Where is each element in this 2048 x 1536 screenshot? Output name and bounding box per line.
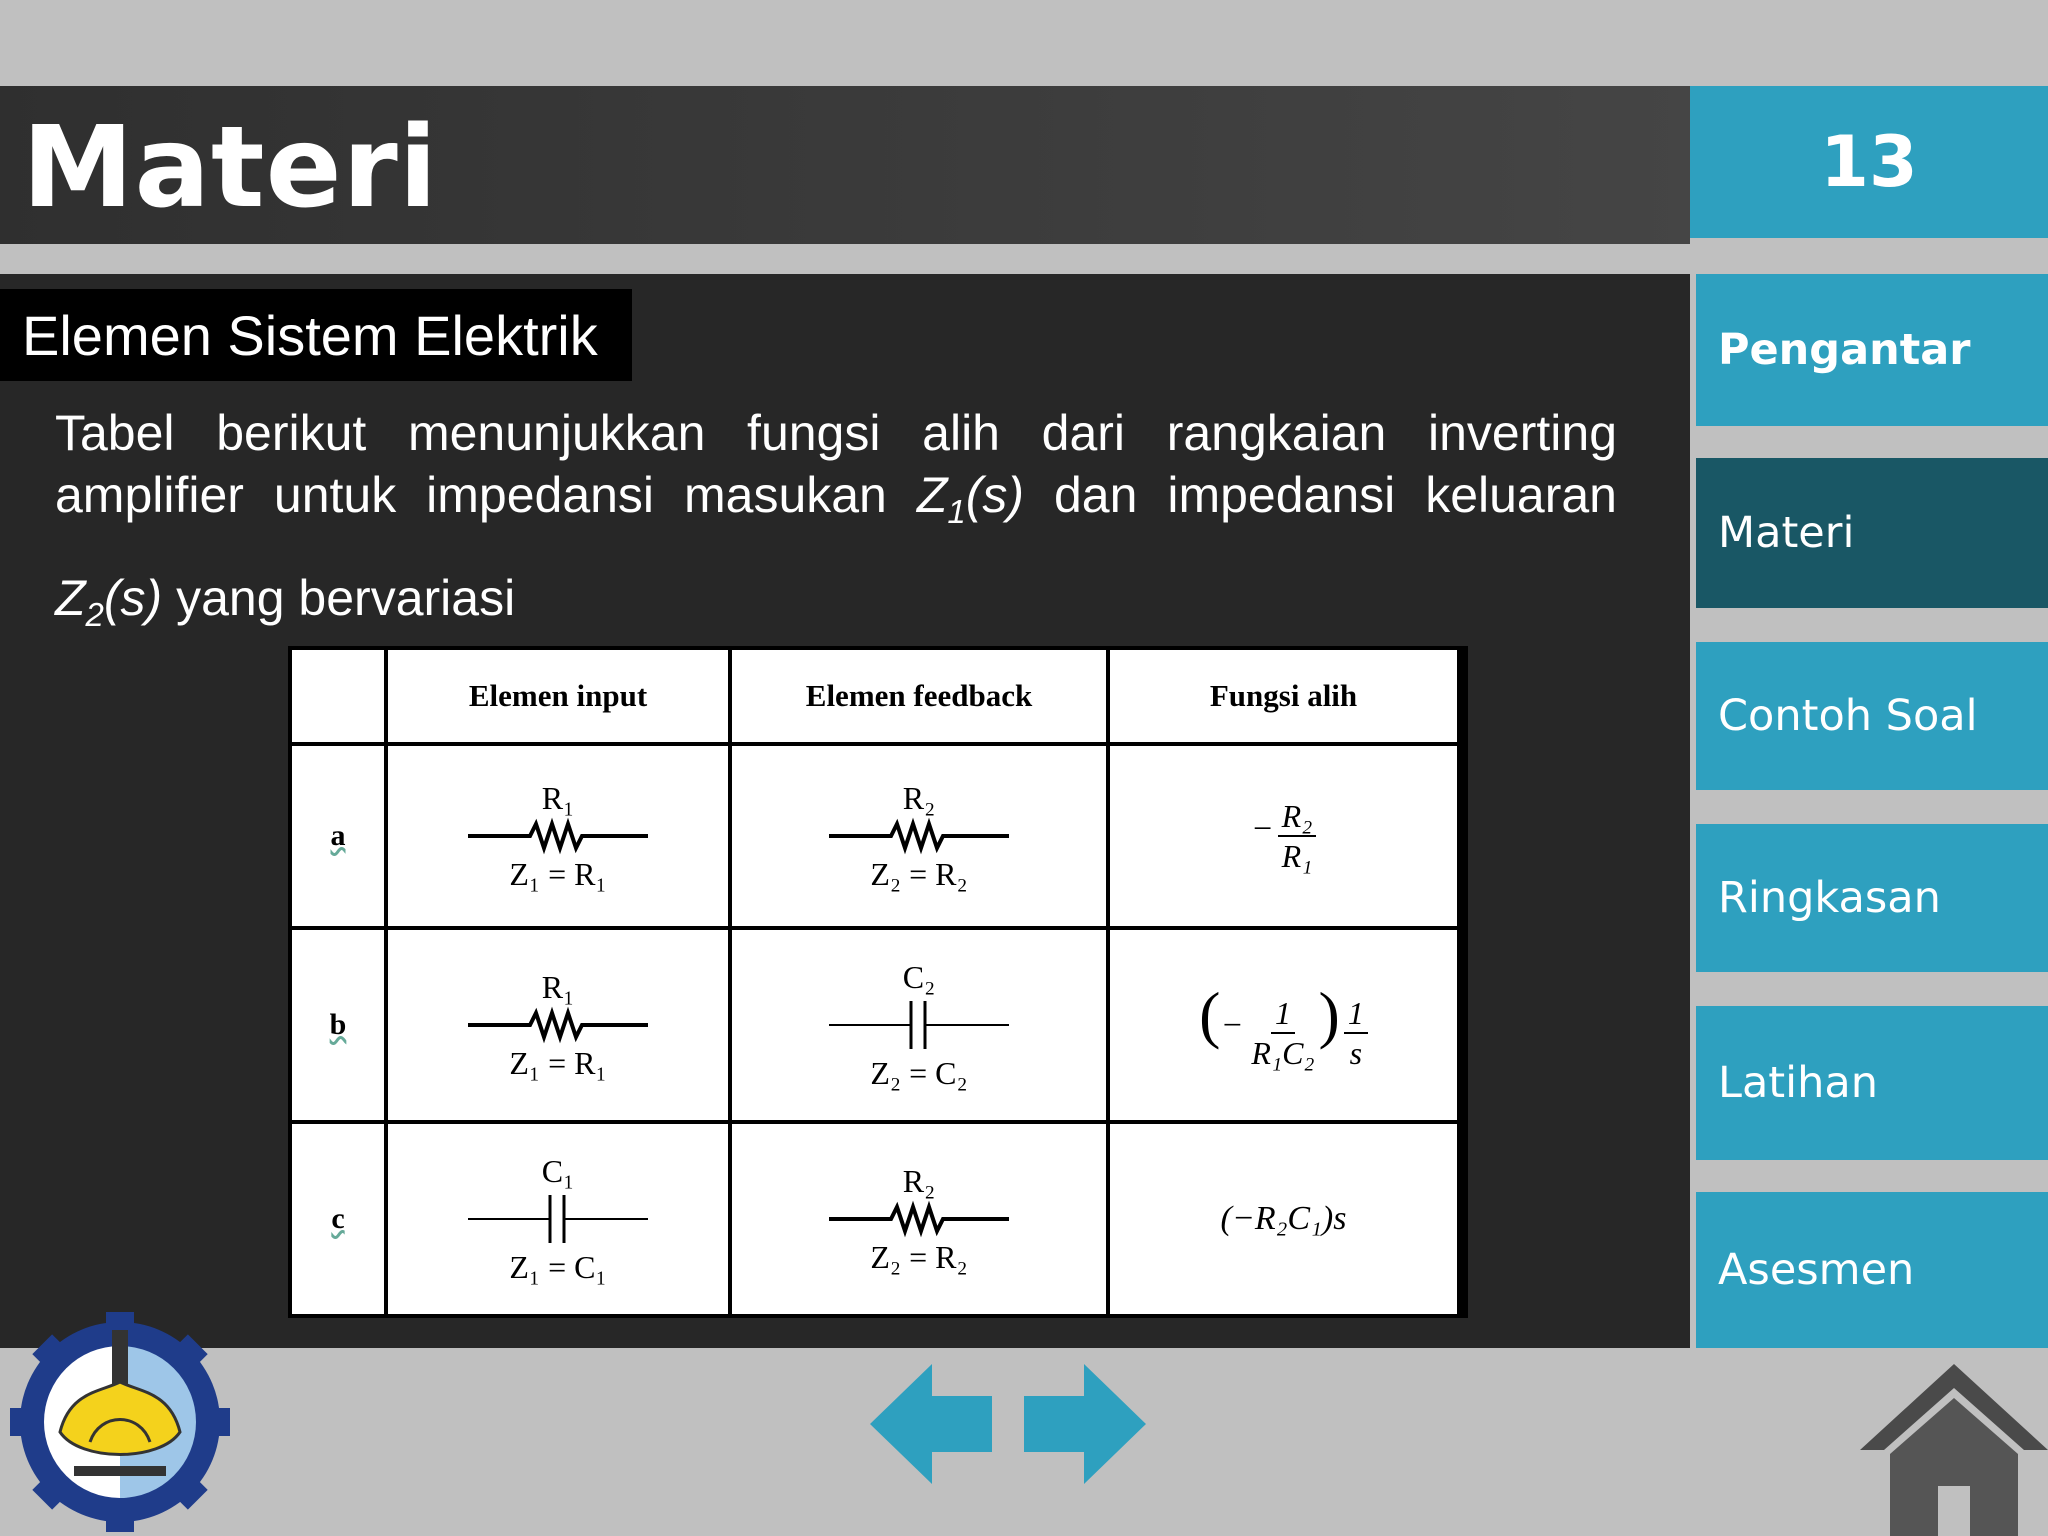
impedance-equation: Z₁ = R₁ [509, 1045, 607, 1081]
table-header-cell: Elemen feedback [730, 648, 1108, 744]
intro-end-text: yang bervariasi [162, 570, 516, 626]
sidebar-item-ringkasan[interactable] [1696, 824, 2048, 972]
transfer-function-cell: (− $\frac{1}{\text{R₁C₂}}$ ) $\frac{1}{s}$ [1108, 928, 1459, 1122]
sidebar-item-materi[interactable] [1696, 458, 2048, 608]
input-element-cell [386, 744, 730, 928]
row-label: c [290, 1122, 386, 1316]
home-icon[interactable] [1860, 1364, 2048, 1536]
impedance-equation: Z₁ = R₁ [509, 856, 607, 892]
row-label: b [290, 928, 386, 1122]
impedance-equation: Z₁ = C₁ [509, 1249, 607, 1285]
intro-middle-text: dan impedansi keluaran [1024, 467, 1617, 523]
row-label: a [290, 744, 386, 928]
z2-symbol: $Z_2(s)$ [55, 570, 163, 633]
transfer-function-table [288, 646, 1468, 1318]
component-label: R₁ [541, 969, 575, 1005]
sidebar-item-label: Materi [1718, 508, 1855, 558]
sidebar-item-label: Asesmen [1718, 1245, 1915, 1295]
component-label: C₂ [902, 959, 936, 995]
transfer-function-cell: − $\frac{\text{R₂}}{\text{R₁}}$ [1108, 744, 1459, 928]
resistor-icon [829, 1199, 1009, 1239]
sidebar-item-contoh-soal[interactable] [1696, 642, 2048, 790]
sidebar-item-pengantar[interactable] [1696, 274, 2048, 426]
intro-last-line [55, 567, 1617, 646]
sidebar-item-label: Contoh Soal [1718, 691, 1978, 741]
table-header-cell [290, 648, 386, 744]
resistor-icon [829, 816, 1009, 856]
sidebar-item-label: Pengantar [1718, 325, 1971, 375]
sidebar-item-latihan[interactable] [1696, 1006, 2048, 1160]
table-row [290, 1122, 1459, 1316]
component-label: R₂ [902, 1163, 936, 1199]
arrow-right-icon[interactable] [1024, 1364, 1146, 1484]
feedback-element-cell [730, 1122, 1108, 1316]
z1-symbol: $Z_1(s)$ [916, 467, 1025, 530]
component-label: R₂ [902, 780, 936, 816]
table-header-row [290, 648, 1459, 744]
impedance-equation: Z₂ = C₂ [870, 1055, 968, 1091]
component-label: R₁ [541, 780, 575, 816]
fraction: $\frac{\text{R₂}}{\text{R₁}}$ [1278, 797, 1317, 875]
page-number: 13 [1820, 121, 1918, 203]
capacitor-icon [829, 995, 1009, 1055]
section-title: Elemen Sistem Elektrik [22, 303, 598, 367]
intro-text-block [55, 402, 1617, 543]
impedance-equation: Z₂ = R₂ [870, 1239, 968, 1275]
sidebar-item-asesmen[interactable] [1696, 1192, 2048, 1348]
sidebar-item-label: Latihan [1718, 1058, 1878, 1108]
table-header-cell: Fungsi alih [1108, 648, 1459, 744]
fraction: $\frac{1}{\text{R₁C₂}}$ [1251, 994, 1315, 1071]
impedance-equation: Z₂ = R₂ [870, 856, 968, 892]
sidebar-item-label: Ringkasan [1718, 873, 1941, 923]
page-title: Materi [22, 103, 439, 233]
table-row [290, 928, 1459, 1122]
table-row [290, 744, 1459, 928]
input-element-cell [386, 928, 730, 1122]
feedback-element-cell [730, 928, 1108, 1122]
institution-logo [10, 1312, 230, 1532]
component-label: C₁ [541, 1153, 575, 1189]
fraction: $\frac{1}{s}$ [1344, 994, 1368, 1072]
transfer-function-cell: (−R₂C₁)s [1108, 1122, 1459, 1316]
intro-text: Tabel berikut menunjukkan fungsi alih dari rangkaian inverting amplifier untuk impedansi masukan [55, 405, 1617, 523]
table-header-cell: Elemen input [386, 648, 730, 744]
resistor-icon [468, 816, 648, 856]
capacitor-icon [468, 1189, 648, 1249]
section-header [0, 289, 632, 381]
resistor-icon [468, 1005, 648, 1045]
intro-paragraph [55, 402, 1617, 646]
input-element-cell [386, 1122, 730, 1316]
page-number-box [1690, 86, 2048, 238]
arrow-left-icon[interactable] [870, 1364, 992, 1484]
feedback-element-cell [730, 744, 1108, 928]
